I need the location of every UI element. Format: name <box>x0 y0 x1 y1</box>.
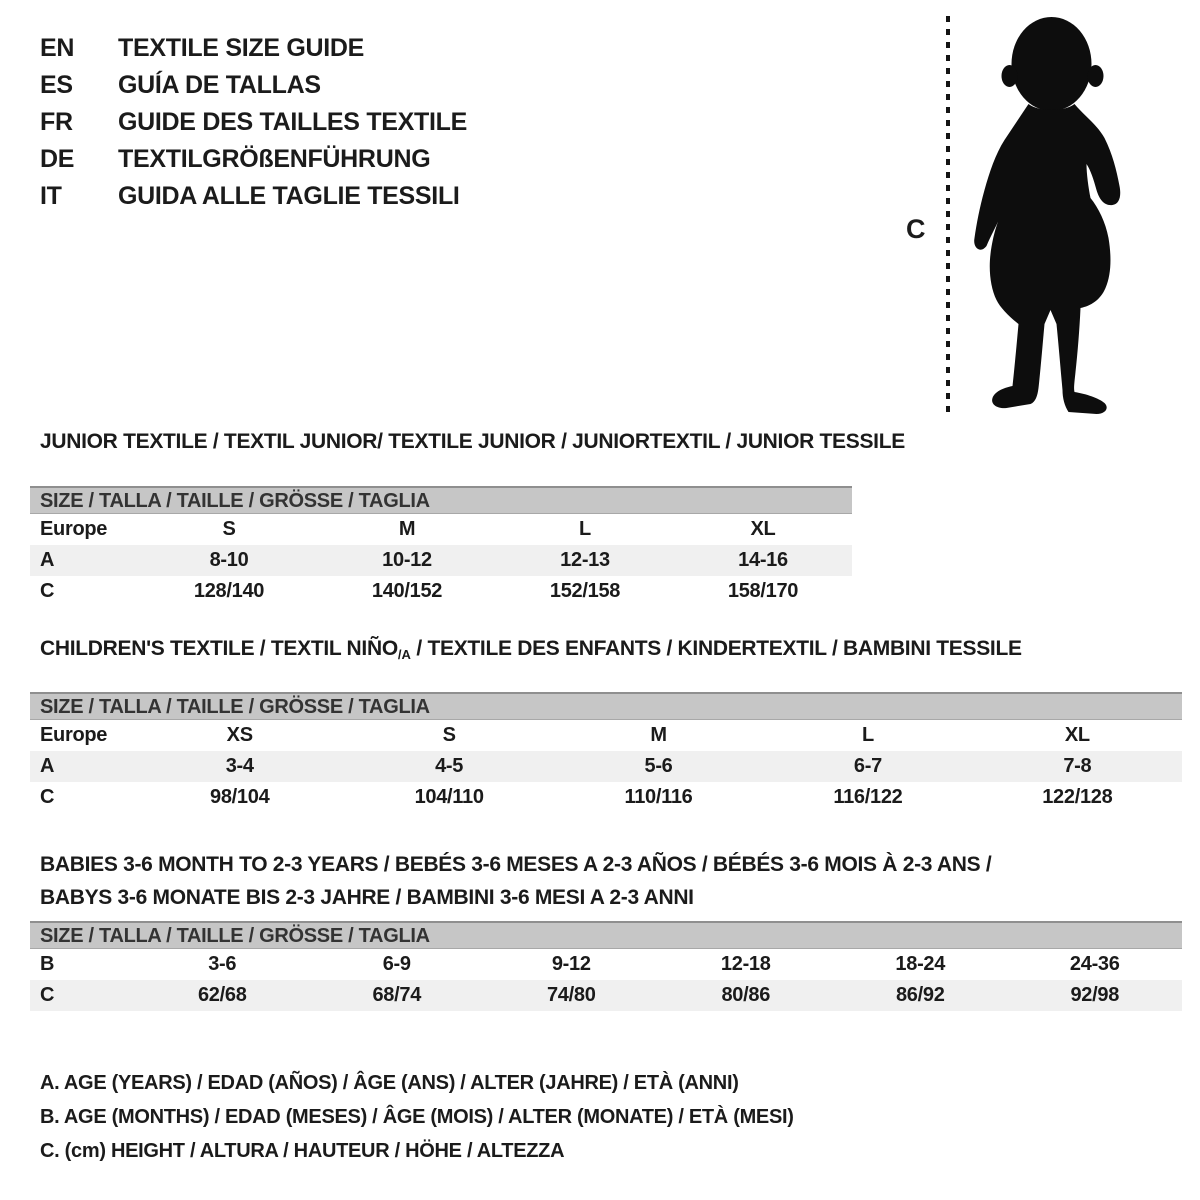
size-cell: XS <box>226 724 253 746</box>
row-label: Europe <box>40 518 108 540</box>
language-title: TEXTILE SIZE GUIDE <box>118 34 365 62</box>
height-cell: 80/86 <box>721 984 771 1006</box>
children-size-table <box>30 692 1182 813</box>
children-heading-suffix: / TEXTILE DES ENFANTS / KINDERTEXTIL / BAMBINI TESSILE <box>410 637 1022 660</box>
children-heading-subscript: /A <box>397 647 411 662</box>
language-row-en <box>40 30 467 67</box>
language-row-de <box>40 141 467 178</box>
table-row-height <box>30 980 1182 1011</box>
height-cell: 104/110 <box>414 786 484 808</box>
size-header-bar: SIZE / TALLA / TAILLE / GRÖSSE / TAGLIA <box>30 692 1182 720</box>
row-label: Europe <box>40 724 108 746</box>
table-row-age <box>30 545 852 576</box>
measure-label-c: C <box>906 214 926 244</box>
legend-line-c: C. (cm) HEIGHT / ALTURA / HAUTEUR / HÖHE / ALTEZZA <box>40 1140 565 1162</box>
size-cell: L <box>579 518 591 540</box>
height-dashed-line <box>946 16 950 416</box>
language-title: TEXTILGRÖßENFÜHRUNG <box>118 145 431 173</box>
language-code: IT <box>40 182 62 210</box>
language-row-fr <box>40 104 467 141</box>
language-code: FR <box>40 108 73 136</box>
age-cell: 6-7 <box>853 755 882 777</box>
babies-section-heading <box>40 848 991 914</box>
babies-size-table <box>30 921 1182 1011</box>
height-cell: 98/104 <box>210 786 270 808</box>
language-row-it <box>40 178 467 215</box>
height-cell: 92/98 <box>1070 984 1120 1006</box>
age-cell: 7-8 <box>1063 755 1092 777</box>
size-cell: S <box>442 724 456 746</box>
size-header-bar: SIZE / TALLA / TAILLE / GRÖSSE / TAGLIA <box>30 921 1182 949</box>
row-label: A <box>40 755 55 777</box>
size-header-bar: SIZE / TALLA / TAILLE / GRÖSSE / TAGLIA <box>30 486 852 514</box>
language-title: GUÍA DE TALLAS <box>118 71 321 99</box>
language-code: DE <box>40 145 75 173</box>
row-label: C <box>40 984 55 1006</box>
table-row-height <box>30 576 852 607</box>
height-cell: 116/122 <box>833 786 903 808</box>
legend-line-b: B. AGE (MONTHS) / EDAD (MESES) / ÂGE (MOIS) / ALTER (MONATE) / ETÀ (MESI) <box>40 1106 794 1128</box>
babies-heading-line1: BABIES 3-6 MONTH TO 2-3 YEARS / BEBÉS 3-6 MESES A 2-3 AÑOS / BÉBÉS 3-6 MOIS À 2-3 ANS / <box>40 853 992 876</box>
age-cell: 10-12 <box>382 549 432 571</box>
size-cell: S <box>222 518 236 540</box>
months-cell: 24-36 <box>1069 953 1120 975</box>
language-code: ES <box>40 71 73 99</box>
height-cell: 158/170 <box>727 580 799 602</box>
table-row-age <box>30 751 1182 782</box>
age-cell: 3-4 <box>225 755 254 777</box>
age-cell: 8-10 <box>209 549 249 571</box>
age-cell: 5-6 <box>644 755 673 777</box>
row-label: C <box>40 786 55 808</box>
size-cell: M <box>650 724 667 746</box>
table-row-europe <box>30 514 852 545</box>
table-row-months <box>30 949 1182 980</box>
babies-heading-line2: BABYS 3-6 MONATE BIS 2-3 JAHRE / BAMBINI 3-6 MESI A 2-3 ANNI <box>40 886 694 909</box>
height-cell: 68/74 <box>372 984 422 1006</box>
row-label: C <box>40 580 55 602</box>
months-cell: 9-12 <box>551 953 591 975</box>
size-cell: XL <box>750 518 776 540</box>
legend <box>40 1066 794 1168</box>
months-cell: 12-18 <box>720 953 771 975</box>
junior-section-heading: JUNIOR TEXTILE / TEXTIL JUNIOR/ TEXTILE JUNIOR / JUNIORTEXTIL / JUNIOR TESSILE <box>40 430 905 453</box>
table-row-height <box>30 782 1182 813</box>
language-row-es <box>40 67 467 104</box>
height-cell: 122/128 <box>1042 786 1113 808</box>
language-title: GUIDE DES TAILLES TEXTILE <box>118 108 468 136</box>
children-heading-prefix: CHILDREN'S TEXTILE / TEXTIL NIÑO <box>40 637 398 660</box>
junior-size-table <box>30 486 852 607</box>
months-cell: 6-9 <box>382 953 411 975</box>
language-list <box>40 30 467 215</box>
size-cell: XL <box>1064 724 1090 746</box>
language-code: EN <box>40 34 75 62</box>
table-row-europe <box>30 720 1182 751</box>
language-title: GUIDA ALLE TAGLIE TESSILI <box>118 182 460 210</box>
row-label: A <box>40 549 55 571</box>
height-cell: 86/92 <box>895 984 945 1006</box>
size-cell: M <box>398 518 416 540</box>
months-cell: 18-24 <box>895 953 946 975</box>
age-cell: 12-13 <box>560 549 610 571</box>
row-label: B <box>40 953 55 975</box>
height-cell: 128/140 <box>193 580 265 602</box>
height-cell: 140/152 <box>371 580 443 602</box>
height-cell: 74/80 <box>546 984 596 1006</box>
height-cell: 110/116 <box>624 786 693 808</box>
months-cell: 3-6 <box>208 953 237 975</box>
height-cell: 152/158 <box>549 580 621 602</box>
toddler-silhouette-icon <box>960 12 1145 422</box>
age-cell: 14-16 <box>738 549 788 571</box>
age-cell: 4-5 <box>435 755 464 777</box>
size-cell: L <box>861 724 874 746</box>
children-section-heading <box>40 637 1022 661</box>
height-cell: 62/68 <box>197 984 247 1006</box>
legend-line-a: A. AGE (YEARS) / EDAD (AÑOS) / ÂGE (ANS) / ALTER (JAHRE) / ETÀ (ANNI) <box>40 1072 739 1094</box>
